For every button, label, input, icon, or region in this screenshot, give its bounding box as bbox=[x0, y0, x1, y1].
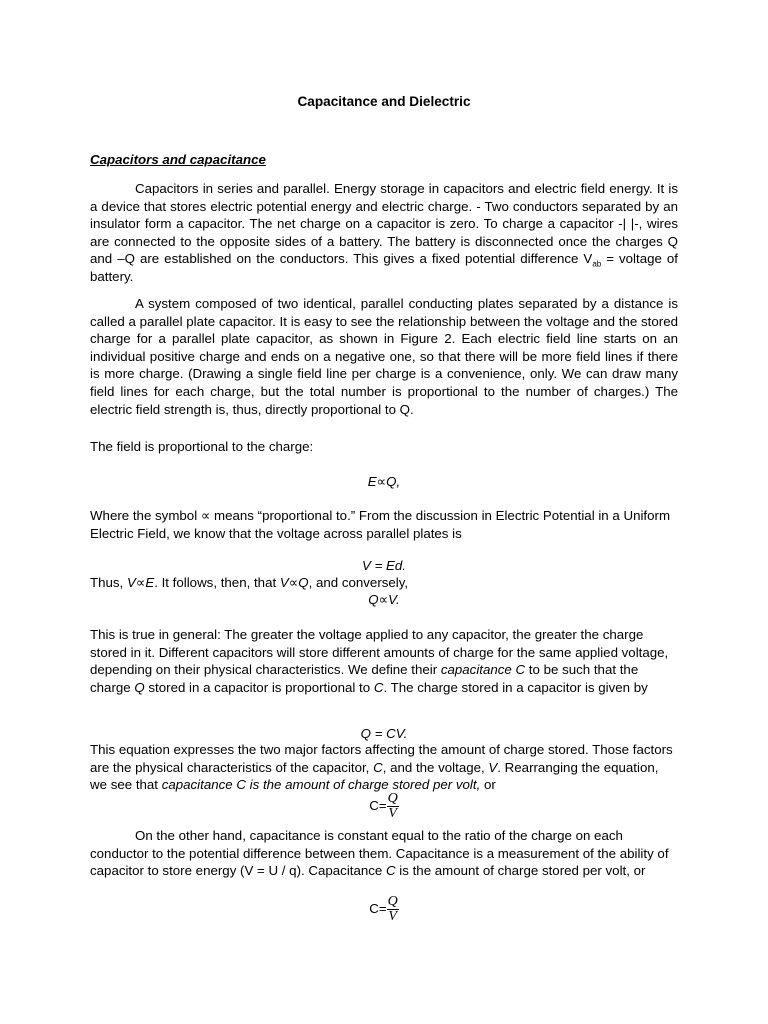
fraction bbox=[387, 792, 399, 821]
paragraph-text: = voltage of battery. bbox=[90, 251, 678, 284]
paragraph-thus bbox=[90, 574, 678, 592]
paragraph-text: or bbox=[480, 777, 496, 793]
inline-formula: V∝Q bbox=[279, 575, 309, 590]
paragraph-text: On the other hand, capacitance is constant equal to the ratio of the charge on each conductor to the potential difference between them. Capacitance is a measurement of the ability of capacitor to store energy (V = U / q). Capacitance bbox=[90, 828, 669, 879]
paragraph-text: , and the voltage, bbox=[382, 759, 489, 775]
paragraph-text: . The charge stored in a capacitor is given by bbox=[383, 679, 648, 695]
paragraph-parallel-plate: A system composed of two identical, parallel conducting plates separated by a distance is called a parallel plate capacitor. It is easy to see the relationship between the voltage and the stored charge for a parallel plate capacitor, as shown in Figure 2. Each electric field line starts on an individual positive charge and ends on a negative one, so that there will be more field lines if there is more charge. (Drawing a single field line per charge is a convenience, only. We can draw many field lines for each charge, but the total number is proportional to the number of charges.) The electric field strength is, thus, directly proportional to Q. bbox=[90, 296, 678, 417]
paragraph-text: This equation expresses the two major factors affecting the amount of charge stored. Those factors are the physical characteristics of the capacitor, bbox=[90, 742, 673, 775]
paragraph-capacitors-intro bbox=[90, 180, 678, 286]
fraction-denominator: V bbox=[388, 806, 397, 821]
paragraph-field-proportional: The field is proportional to the charge: bbox=[90, 439, 314, 454]
italic-term: Q bbox=[134, 679, 145, 695]
section-heading: Capacitors and capacitance bbox=[90, 152, 266, 167]
paragraph-text: This is true in general: The greater the voltage applied to any capacitor, the greater the charge stored in it. Different capacitors will store different amounts of charge for the same applied voltage, depending on their physical characteristics. We define their bbox=[90, 627, 669, 678]
paragraph-two-factors bbox=[90, 741, 678, 794]
italic-term: C bbox=[373, 679, 384, 695]
italic-term: C bbox=[373, 759, 383, 775]
paragraph-text: is the amount of charge stored per volt, or bbox=[395, 863, 646, 879]
fraction-numerator: Q bbox=[387, 894, 398, 909]
paragraph-capacitance-definition bbox=[90, 626, 678, 696]
italic-term: capacitance C is the amount of charge stored per volt, bbox=[161, 777, 481, 793]
fraction-denominator: V bbox=[388, 909, 397, 924]
paragraph-text: to be such that the charge bbox=[90, 662, 639, 695]
equation-q-prop-v: Q∝V. bbox=[368, 592, 400, 607]
equation-e-prop-q: E∝Q, bbox=[367, 474, 401, 489]
equation-q-cv: Q = CV. bbox=[360, 726, 408, 741]
page-title: Capacitance and Dielectric bbox=[297, 94, 471, 109]
fraction-prefix: C= bbox=[369, 901, 387, 917]
paragraph-text: , and conversely, bbox=[308, 575, 409, 590]
paragraph-text: . Rearranging the equation, we see that bbox=[90, 759, 659, 793]
italic-term: capacitance C bbox=[440, 662, 526, 678]
equation-v-ed: V = Ed. bbox=[362, 558, 406, 573]
subscript-ab: ab bbox=[592, 260, 602, 270]
italic-term: C bbox=[386, 863, 396, 879]
equation-c-fraction-1 bbox=[90, 792, 678, 821]
fraction bbox=[387, 895, 399, 924]
paragraph-text: stored in a capacitor is proportional to bbox=[144, 679, 374, 695]
inline-formula: V∝E bbox=[126, 575, 155, 590]
italic-term: V bbox=[488, 759, 498, 775]
fraction-numerator: Q bbox=[387, 791, 398, 806]
equation-c-fraction-2 bbox=[90, 895, 678, 924]
paragraph-text: Capacitors in series and parallel. Energy storage in capacitors and electric field energy. It is a device that stores electric potential energy and electric charge. - Two conductors separated by an insulator form a capacitor. The net charge on a capacitor is zero. To charge a capacitor -| |-, wires are connected to the opposite sides of a battery. The battery is disconnected once the charges Q and –Q are established on the conductors. This gives a fixed potential difference V bbox=[90, 181, 678, 267]
paragraph-text: Thus, bbox=[90, 575, 127, 590]
paragraph-proportional-symbol: Where the symbol ∝ means “proportional to.” From the discussion in Electric Potential in a Uniform Electric Field, we know that the voltage across parallel plates is bbox=[90, 508, 671, 541]
paragraph-text: . It follows, then, that bbox=[154, 575, 280, 590]
paragraph-other-hand bbox=[90, 827, 678, 880]
fraction-prefix: C= bbox=[369, 798, 387, 814]
